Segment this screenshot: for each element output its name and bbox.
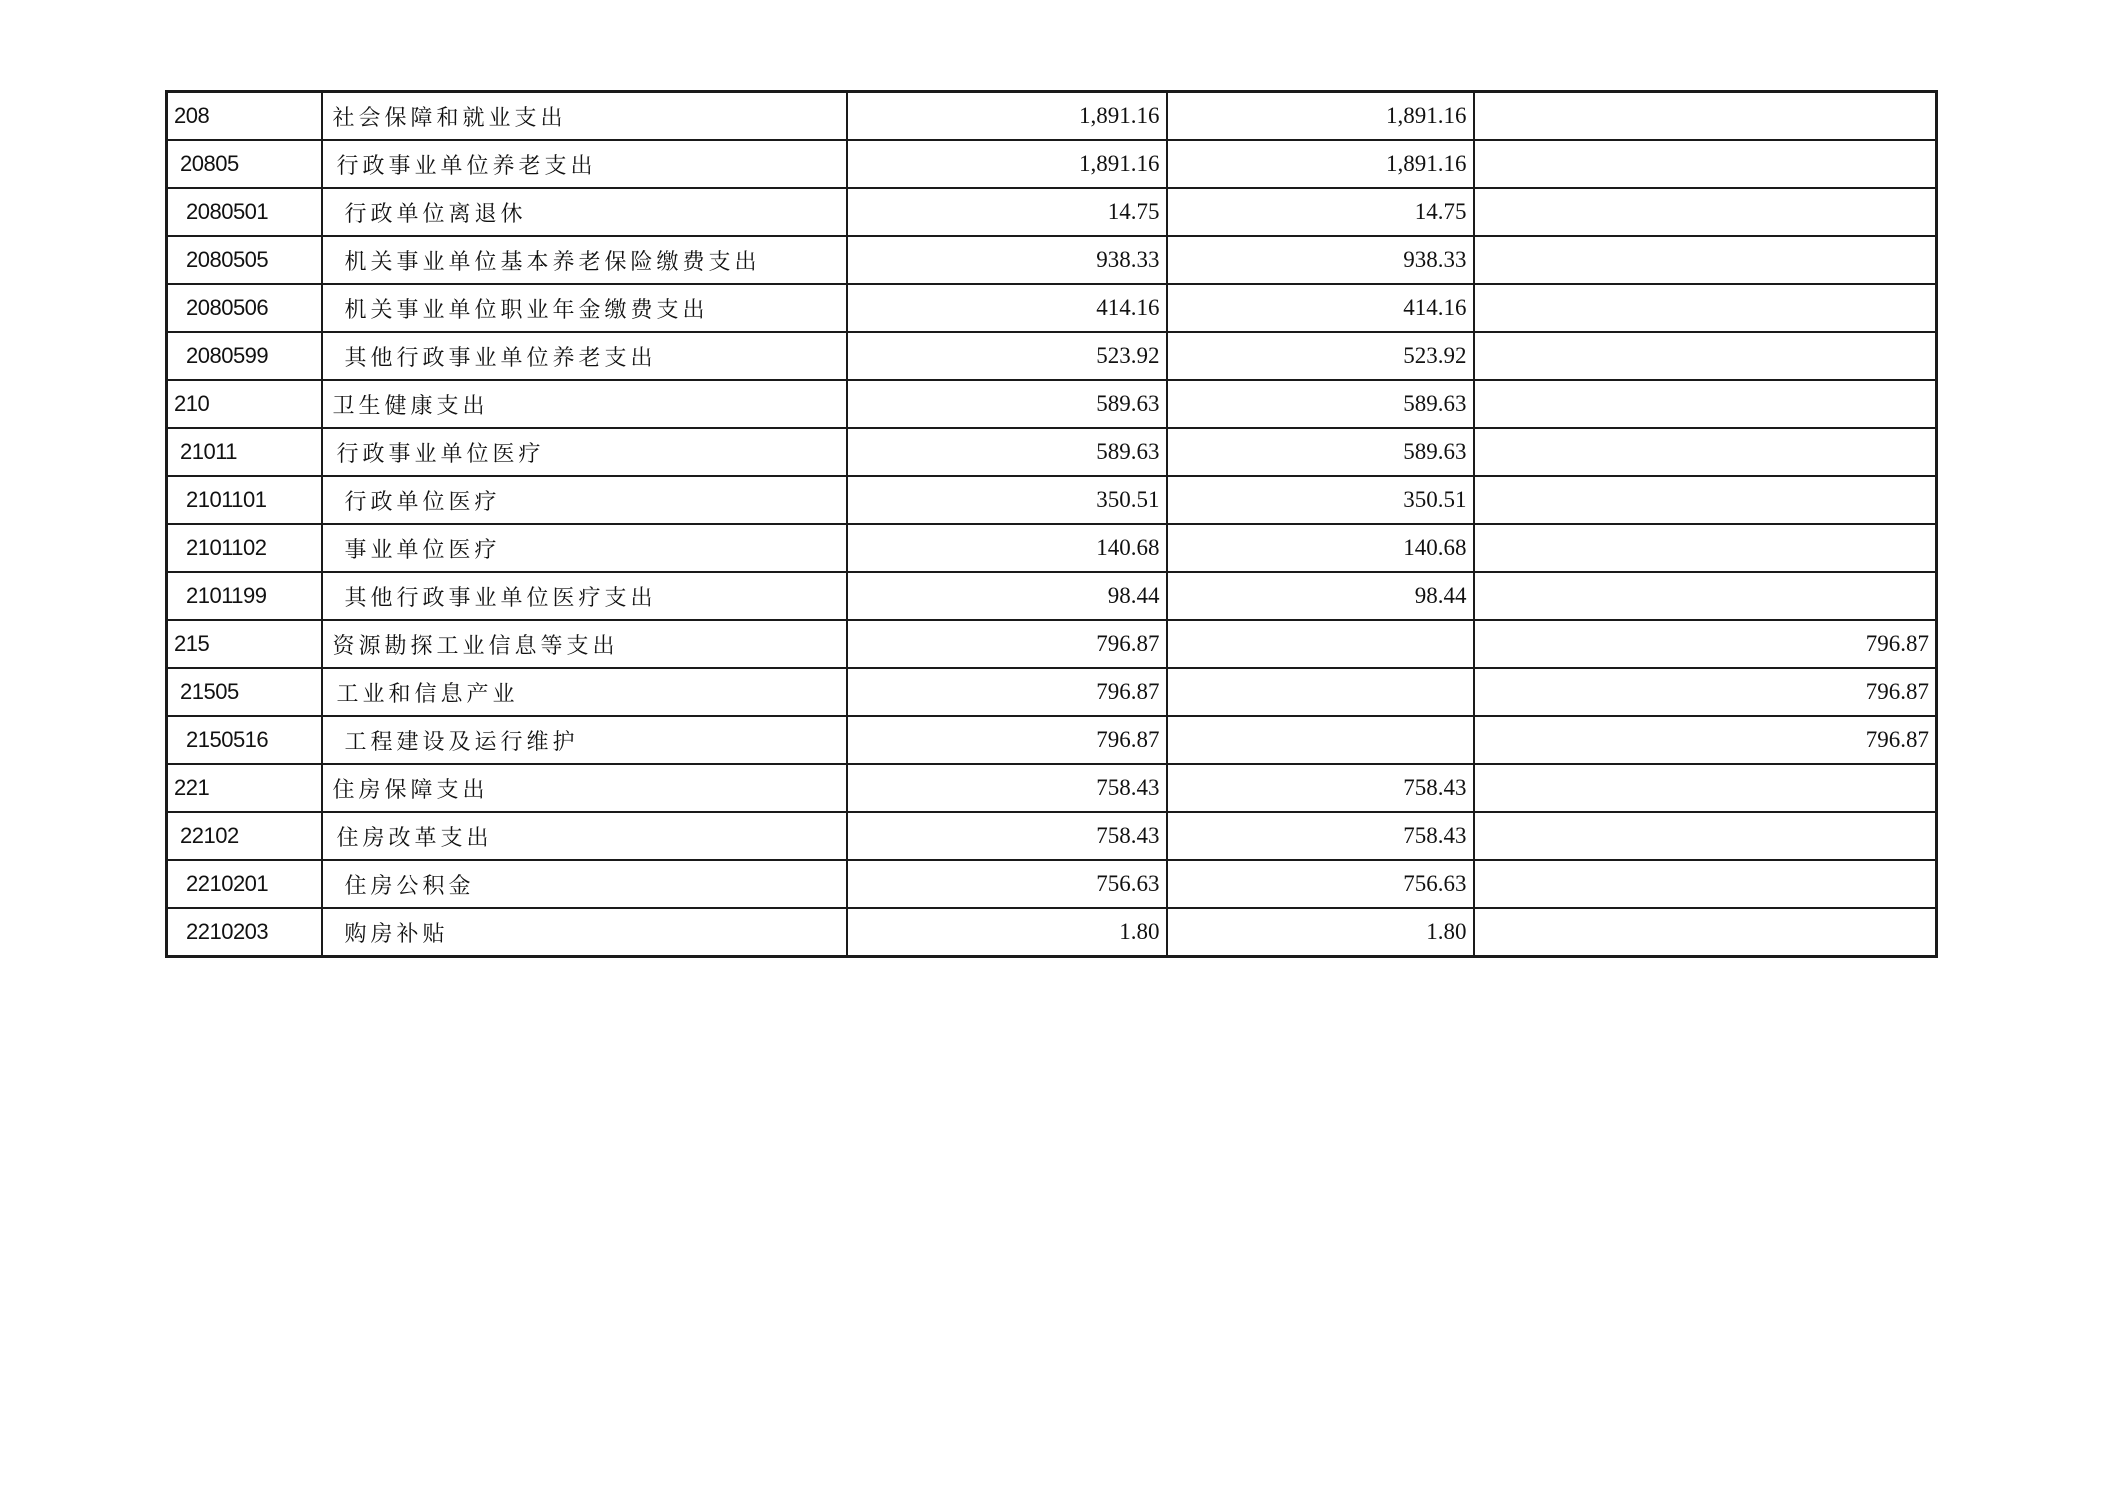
project-expenditure-cell (1474, 380, 1937, 428)
project-expenditure-cell (1474, 332, 1937, 380)
subject-name-cell: 住房改革支出 (322, 812, 847, 860)
total-cell: 796.87 (847, 668, 1167, 716)
table-row (167, 284, 1937, 332)
project-expenditure-cell (1474, 140, 1937, 188)
subject-name-cell: 行政单位医疗 (322, 476, 847, 524)
table-row (167, 380, 1937, 428)
total-cell: 756.63 (847, 860, 1167, 908)
total-cell: 758.43 (847, 812, 1167, 860)
basic-expenditure-cell: 140.68 (1167, 524, 1474, 572)
subject-code-cell: 2101101 (167, 476, 322, 524)
project-expenditure-cell: 796.87 (1474, 668, 1937, 716)
total-cell: 1.80 (847, 908, 1167, 957)
total-cell: 938.33 (847, 236, 1167, 284)
project-expenditure-cell (1474, 812, 1937, 860)
total-cell: 523.92 (847, 332, 1167, 380)
subject-code-cell: 20805 (167, 140, 322, 188)
total-cell: 589.63 (847, 428, 1167, 476)
project-expenditure-cell (1474, 188, 1937, 236)
subject-code-cell: 21505 (167, 668, 322, 716)
project-expenditure-cell (1474, 284, 1937, 332)
total-cell: 1,891.16 (847, 92, 1167, 141)
subject-name-cell: 工业和信息产业 (322, 668, 847, 716)
basic-expenditure-cell: 523.92 (1167, 332, 1474, 380)
project-expenditure-cell: 796.87 (1474, 620, 1937, 668)
table-row (167, 476, 1937, 524)
total-cell: 1,891.16 (847, 140, 1167, 188)
subject-code-cell: 2080599 (167, 332, 322, 380)
subject-name-cell: 事业单位医疗 (322, 524, 847, 572)
subject-name-cell: 工程建设及运行维护 (322, 716, 847, 764)
total-cell: 589.63 (847, 380, 1167, 428)
total-cell: 14.75 (847, 188, 1167, 236)
table-row (167, 332, 1937, 380)
table-row (167, 812, 1937, 860)
table-row (167, 572, 1937, 620)
subject-code-cell: 2210201 (167, 860, 322, 908)
table-row (167, 428, 1937, 476)
basic-expenditure-cell: 1,891.16 (1167, 92, 1474, 141)
subject-name-cell: 行政事业单位医疗 (322, 428, 847, 476)
subject-name-cell: 行政单位离退休 (322, 188, 847, 236)
subject-name-cell: 卫生健康支出 (322, 380, 847, 428)
subject-name-cell: 住房公积金 (322, 860, 847, 908)
subject-code-cell: 221 (167, 764, 322, 812)
subject-code-cell: 215 (167, 620, 322, 668)
table-row (167, 92, 1937, 141)
basic-expenditure-cell: 1.80 (1167, 908, 1474, 957)
project-expenditure-cell (1474, 236, 1937, 284)
table-row (167, 860, 1937, 908)
project-expenditure-cell (1474, 908, 1937, 957)
subject-name-cell: 住房保障支出 (322, 764, 847, 812)
project-expenditure-cell (1474, 92, 1937, 141)
table-body (167, 92, 1937, 957)
project-expenditure-cell (1474, 428, 1937, 476)
table-row (167, 188, 1937, 236)
subject-code-cell: 2080506 (167, 284, 322, 332)
basic-expenditure-cell: 758.43 (1167, 812, 1474, 860)
subject-name-cell: 行政事业单位养老支出 (322, 140, 847, 188)
basic-expenditure-cell: 756.63 (1167, 860, 1474, 908)
project-expenditure-cell (1474, 860, 1937, 908)
basic-expenditure-cell: 589.63 (1167, 428, 1474, 476)
subject-code-cell: 22102 (167, 812, 322, 860)
basic-expenditure-cell: 414.16 (1167, 284, 1474, 332)
subject-name-cell: 其他行政事业单位医疗支出 (322, 572, 847, 620)
basic-expenditure-cell: 938.33 (1167, 236, 1474, 284)
expenditure-table (165, 90, 1938, 958)
project-expenditure-cell (1474, 476, 1937, 524)
table-row (167, 524, 1937, 572)
basic-expenditure-cell: 98.44 (1167, 572, 1474, 620)
table-row (167, 716, 1937, 764)
table-row (167, 140, 1937, 188)
table-row (167, 908, 1937, 957)
table-row (167, 620, 1937, 668)
total-cell: 350.51 (847, 476, 1167, 524)
total-cell: 758.43 (847, 764, 1167, 812)
subject-name-cell: 购房补贴 (322, 908, 847, 957)
project-expenditure-cell: 796.87 (1474, 716, 1937, 764)
basic-expenditure-cell: 350.51 (1167, 476, 1474, 524)
table-row (167, 764, 1937, 812)
basic-expenditure-cell: 1,891.16 (1167, 140, 1474, 188)
basic-expenditure-cell (1167, 620, 1474, 668)
subject-code-cell: 208 (167, 92, 322, 141)
basic-expenditure-cell (1167, 716, 1474, 764)
subject-name-cell: 机关事业单位职业年金缴费支出 (322, 284, 847, 332)
subject-code-cell: 21011 (167, 428, 322, 476)
basic-expenditure-cell: 758.43 (1167, 764, 1474, 812)
basic-expenditure-cell (1167, 668, 1474, 716)
total-cell: 98.44 (847, 572, 1167, 620)
subject-code-cell: 2101199 (167, 572, 322, 620)
subject-code-cell: 210 (167, 380, 322, 428)
project-expenditure-cell (1474, 764, 1937, 812)
subject-code-cell: 2210203 (167, 908, 322, 957)
table-row (167, 236, 1937, 284)
basic-expenditure-cell: 14.75 (1167, 188, 1474, 236)
basic-expenditure-cell: 589.63 (1167, 380, 1474, 428)
project-expenditure-cell (1474, 524, 1937, 572)
subject-code-cell: 2101102 (167, 524, 322, 572)
subject-name-cell: 资源勘探工业信息等支出 (322, 620, 847, 668)
subject-code-cell: 2150516 (167, 716, 322, 764)
subject-name-cell: 社会保障和就业支出 (322, 92, 847, 141)
subject-name-cell: 其他行政事业单位养老支出 (322, 332, 847, 380)
budget-table-page (165, 90, 1935, 958)
subject-code-cell: 2080505 (167, 236, 322, 284)
total-cell: 140.68 (847, 524, 1167, 572)
total-cell: 796.87 (847, 716, 1167, 764)
table-row (167, 668, 1937, 716)
project-expenditure-cell (1474, 572, 1937, 620)
subject-name-cell: 机关事业单位基本养老保险缴费支出 (322, 236, 847, 284)
total-cell: 796.87 (847, 620, 1167, 668)
total-cell: 414.16 (847, 284, 1167, 332)
subject-code-cell: 2080501 (167, 188, 322, 236)
